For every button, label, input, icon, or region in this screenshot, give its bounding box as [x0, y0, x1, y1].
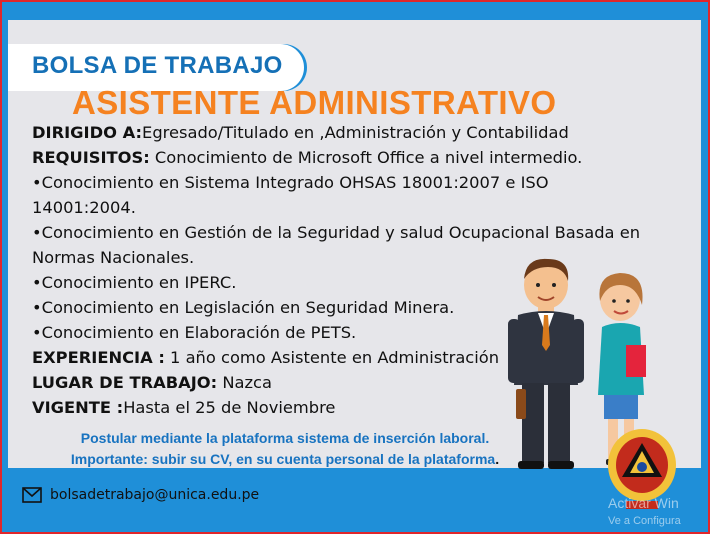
- note-line-1: Postular mediante la plataforma sistema de inserción laboral.: [80, 430, 490, 446]
- dirigido-row: [32, 120, 692, 145]
- man-figure: [508, 259, 584, 469]
- dirigido-value: Egresado/Titulado en ,Administración y Contabilidad: [142, 123, 569, 142]
- requirement-item: •Conocimiento en Legislación en Seguridad Minera.: [32, 298, 455, 317]
- experiencia-label: EXPERIENCIA :: [32, 348, 165, 367]
- dirigido-label: DIRIGIDO A:: [32, 123, 143, 142]
- watermark-line-1: Activar Win: [608, 495, 679, 511]
- requisitos-value: Conocimiento de Microsoft Office a nivel intermedio.: [149, 148, 583, 167]
- requirement-item: •Conocimiento en Sistema Integrado OHSAS 18001:2007 e ISO 14001:2004.: [32, 173, 549, 217]
- requirement-item: •Conocimiento en Gestión de la Seguridad y salud Ocupacional Basada en Normas Nacionales.: [32, 223, 641, 267]
- application-note: [45, 428, 525, 470]
- note-line-2: Importante: subir su CV, en su cuenta personal de la plataforma.: [70, 451, 500, 467]
- job-title: ASISTENTE ADMINISTRATIVO: [72, 84, 557, 121]
- vigente-label: VIGENTE :: [32, 398, 124, 417]
- requirement-item: •Conocimiento en Elaboración de PETS.: [32, 323, 357, 342]
- requirement-item: •Conocimiento en IPERC.: [32, 273, 237, 292]
- experiencia-value: 1 año como Asistente en Administración: [164, 348, 500, 367]
- section-label: BOLSA DE TRABAJO: [32, 52, 283, 79]
- lugar-value: Nazca: [217, 373, 272, 392]
- requisitos-label: REQUISITOS:: [32, 148, 150, 167]
- mail-icon: [22, 487, 42, 503]
- contact-email[interactable]: bolsadetrabajo@unica.edu.pe: [50, 487, 260, 503]
- vigente-value: Hasta el 25 de Noviembre: [123, 398, 336, 417]
- footer-contact: [22, 484, 259, 506]
- activation-watermark: [608, 494, 681, 530]
- lugar-label: LUGAR DE TRABAJO:: [32, 373, 218, 392]
- requisitos-row: [32, 145, 692, 170]
- watermark-line-2: Ve a Configura: [608, 515, 681, 527]
